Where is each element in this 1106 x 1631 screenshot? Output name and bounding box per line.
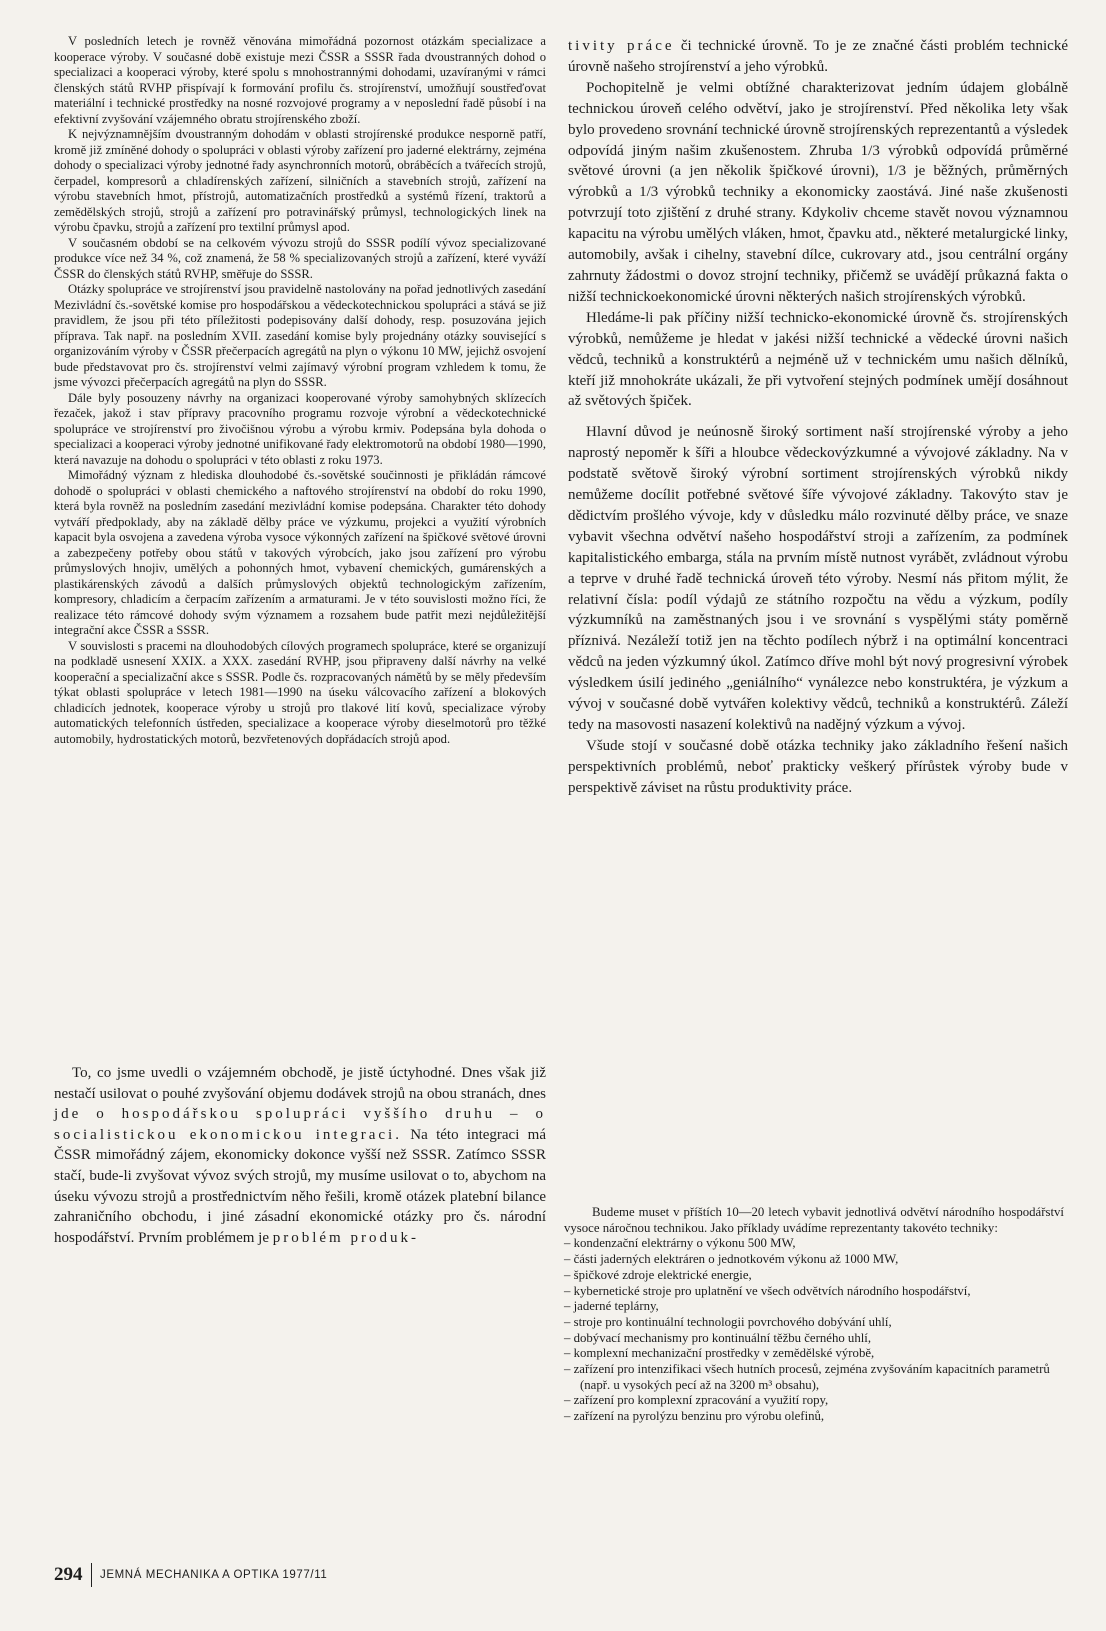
- list-item: – dobývací mechanismy pro kontinuální těžbu černého uhlí,: [564, 1330, 872, 1345]
- paragraph: [568, 36, 1068, 78]
- paragraph: Dále byly posouzeny návrhy na organizaci kooperované výroby samohybných sklízecích řezaček, jakož i stav přípravy pracovního programu rozvoje výrobní a vědeckotechnické spolupráce ve strojírenství pro živočišnou výrobu a výrobu krmiv. Podepsána byla dohoda o specializaci a kooperaci výroby jednotné unifikované řady elektromotorů na období 1980—1990, která navazuje na dohodu o spolupráci v této oblasti z roku 1973.: [54, 390, 546, 467]
- page-footer: [54, 1562, 327, 1588]
- emphasized-text: jde o hospodářskou spolupráci vyššího druhu – o socialistickou ekonomickou integraci.: [54, 1106, 546, 1143]
- list-item: – zařízení na pyrolýzu benzinu pro výrobu olefinů,: [564, 1409, 825, 1424]
- list-item: – zařízení pro komplexní zpracování a využití ropy,: [564, 1393, 829, 1408]
- text-run: Na této integraci má ČSSR mimořádný zájem, ekonomicky dokonce vyšší než SSSR. Zatímco SSSR stačí, bude-li zvyšovat vývoz svých strojů, my musíme usilovat o to, abychom na úseku vývozu strojů a prostřednictvím něho řešili, kromě otázek platební bilance zahraničního obchodu, i jiné zásadní ekonomické otázky pro čs. národní hospodářství. Prvním problémem je: [54, 1126, 547, 1246]
- paragraph: V souvislosti s pracemi na dlouhodobých cílových programech spolupráce, které se organizují na podkladě usnesení XXIX. a XXX. zasedání RVHP, jsou připraveny další návrhy na velké kooperační a specializační akce s SSSR. Podle čs. rozpracovaných námětů by se měly především týkat oblasti spolupráce v letech 1981—1990 na úseku válcovacího zařízení a blokových chladicích jednotek, kooperace výroby u strojů pro tlakové lití kovů, specializace výroby automatických telefonních ústředen, specializace a kooperace výroby dieselmotorů pro těžké automobily, hydrostatických motorů, bezvřetenových dopřádacích strojů apod.: [54, 638, 546, 746]
- list-item: – jaderné teplárny,: [564, 1299, 659, 1314]
- paragraph: Hledáme-li pak příčiny nižší technicko-ekonomické úrovně čs. strojírenských výrobků, nemůžeme je hledat v jakési nižší technické a vědecké úrovni našich vědců, techniků a konstruktérů a nejméně už v technickém umu našich dělníků, kteří již mnohokráte ukázali, že při vytvoření stejných podmínek umějí dosáhnout až světových špiček.: [568, 309, 1068, 410]
- list-intro: Budeme muset v příštích 10—20 letech vybavit jednotlivá odvětví národního hospodářství vysoce náročnou technikou. Jako příklady uvádíme reprezentanty takovéto techniky:: [564, 1205, 1064, 1235]
- paragraph: Všude stojí v současné době otázka techniky jako základního řešení našich perspektivních problémů, neboť prakticky veškerý přírůstek výroby bude v perspektivě záviset na růstu produktivity práce.: [568, 737, 1068, 796]
- paragraph: Mimořádný význam z hlediska dlouhodobé čs.-sovětské součinnosti je přikládán rámcové dohodě o spolupráci v oblasti chemického a naftového strojírenství na období do roku 1990, která byla rovněž na posledním zasedání mezivládní komise podepsána. Charakter této dohody vytváří předpoklady, aby na základě dělby práce ve výzkumu, projekci a využití výrobních kapacit byla osvojena a zavedena výroba vysoce výkonných zařízení na špičkové světové úrovni a zabezpečeny potřeby obou států v takových výrobcích, jako jsou zařízení pro výrobu průmyslových hnojiv, umělých a pohonných hmot, vybavení chemických, gumárenských a plastikárenských závodů a dalších průmyslových objektů technologickým zařízením, kompresory, chladicím a čerpacím zařízením a armaturami. Je v této souvislosti možno říci, že realizace této rámcové dohody svým významem a rozsahem bude patřit mezi nejdůležitější integrační akce ČSSR a SSSR.: [54, 468, 546, 637]
- paragraph: V současném období se na celkovém vývozu strojů do SSSR podílí vývoz specializované produkce více než 34 %, což znamená, že 58 % specializovaných strojů a zařízení, které vyváží ČSSR do členských států RVHP, směřuje do SSSR.: [54, 235, 546, 281]
- emphasized-text: problém produk-: [272, 1229, 419, 1246]
- paragraph: K nejvýznamnějším dvoustranným dohodám v oblasti strojírenské produkce nesporně patří, kromě již zmíněné dohody o spolupráci v oblasti výroby zařízení pro jaderné elektrárny, zejména dohody o specializaci výroby jednotné řady asynchronních motorů, obráběcích a tvářecích strojů, čerpadel, kompresorů a chladírenských zařízení, silničních a stavebních strojů, zařízení na výrobu stavebních hmot, přístrojů, automatizačních prostředků a systémů řízení, traktorů a zemědělských strojů, strojů a zařízení pro potravinářský průmysl, technologických linek na výrobu čpavku, strojů a zařízení pro textilní průmysl apod.: [54, 127, 546, 234]
- list-item: – části jaderných elektráren o jednotkovém výkonu až 1000 MW,: [564, 1252, 899, 1267]
- paragraph: V posledních letech je rovněž věnována mimořádná pozornost otázkám specializace a kooperace výroby. V současné době existuje mezi ČSSR a SSSR řada dvoustranných dohod o specializaci a kooperaci výroby, které spolu s mnohostrannými dohodami, uzavíranými v rámci členských států RVHP přispívají k formování profilu čs. strojírenství, umožňují soustřeďovat materiální i technické prostředky na nosné rozvojové programy a v neposlední řadě působí i na efektivní zvyšování vzájemného obratu strojírenského zboží.: [54, 34, 546, 126]
- list-item: – zařízení pro intenzifikaci všech hutních procesů, zejména zvyšováním kapacitních parametrů (např. u vysokých pecí až na 3200 m³ obsahu),: [564, 1362, 1050, 1392]
- paragraph: Pochopitelně je velmi obtížné charakterizovat jedním údajem globálně technickou úroveň celého odvětví, jako je strojírenství. Před několika lety však bylo provedeno srovnání technické úrovně strojírenských reprezentantů a výsledek odpovídá jiným našim zkušenostem. Zhruba 1/3 výrobků odpovídá průměrné světové úrovni (a jen několik špičkové úrovni), 1/3 je běžných, průměrných výrobků a 1/3 výrobků techniky a ekonomicky zaostává. Jiné naše zkušenosti potvrzují toto zjištění z druhé strany. Kdykoliv chceme stavět novou významnou kapacitu na výrobu umělých vláken, hmot, čpavku atd., některé metalurgické linky, automobily, avšak i cihelny, stavební dílce, cukrovary atd., jsou centrální orgány zahrnuty žádostmi o dovoz strojní techniky, přičemž se uvádějí průkazná fakta o nižší technickoekonomické úrovni některých našich strojírenských výrobků.: [568, 79, 1068, 305]
- paragraph-gap: [568, 412, 1068, 422]
- left-column-small-text: [54, 34, 546, 747]
- paragraph: Hlavní důvod je neúnosně široký sortiment naší strojírenské výroby a jeho naprostý nepoměr k šíři a hloubce vědeckovýzkumné a vývojové základny. Na v podstatě světově široký výrobní sortiment strojírenských výrobků nikdy nemůžeme docílit potřebné světové šíře vývojové základny. Takovýto stav je dědictvím prošlého vývoje, kdy v důsledku málo rozvinuté dělby práce, ve snaze vybavit všechna odvětví našeho hospodářství stroji a zařízením, za podmínek kapitalistického embarga, stála na prvním místě nutnost vyrábět, zvládnout výrobu a teprve v druhé řadě technická úroveň této výroby. Nesmí nás přitom mýlit, že relativní čísla: podíl výdajů ze státního rozpočtu na vědu a výzkum, podíly výzkumníků na zaměstnaných jsou i ve srovnání s vyspělými státy poměrně příznivá. Nezáleží totiž jen na těchto podílech nýbrž i na optimální koncentraci vědců na jeden výzkumný úkol. Zatímco dříve mohl být nový progresivní výrobek výsledkem úsilí jediného „geniálního“ vynálezce nebo konstruktéra, je výzkum a vývoj v současné době vytvářen kolektivy vědců, techniků a konstruktérů. Záleží tedy na masovosti nasazení kolektivů na nadějný výzkum a vývoj.: [568, 424, 1068, 733]
- list-item: – stroje pro kontinuální technologii povrchového dobývání uhlí,: [564, 1314, 892, 1329]
- list-item: – špičkové zdroje elektrické energie,: [564, 1267, 752, 1282]
- paragraph: Otázky spolupráce ve strojírenství jsou pravidelně nastolovány na pořad jednotlivých zasedání Mezivládní čs.-sovětské komise pro hospodářskou a vědeckotechnickou spolupráci a stává se již pravidlem, že jsou při této příležitosti podepisovány další dohody, resp. posuzována jejich příprava. Tak např. na posledním XVII. zasedání komise byly projednány otázky související s organizováním výroby v ČSSR přečerpacích agregátů na plyn o výkonu 10 MW, jejichž osvojení bude představovat pro čs. strojírenství velmi zajímavý výrobní program vzhledem k tomu, že jsme vývozci přečerpacích agregátů na plyn do SSSR.: [54, 282, 546, 389]
- text-run: či technické úrovně. To je ze značné části problém technické úrovně našeho strojírenství a jeho výrobků.: [568, 38, 1068, 75]
- emphasized-text: tivity práce: [568, 38, 675, 54]
- left-column-large-text: [54, 1063, 546, 1248]
- list-item: – kybernetické stroje pro uplatnění ve všech odvětvích národního hospodářství,: [564, 1283, 971, 1298]
- technology-list-section: [564, 1205, 1064, 1425]
- right-column-text: [568, 36, 1068, 799]
- list-item: – komplexní mechanizační prostředky v zemědělské výrobě,: [564, 1346, 875, 1361]
- page-number: 294: [54, 1564, 83, 1585]
- list-item: – kondenzační elektrárny o výkonu 500 MW,: [564, 1236, 796, 1251]
- technology-list: [564, 1236, 1064, 1424]
- footer-divider: [91, 1563, 93, 1587]
- journal-title: JEMNÁ MECHANIKA A OPTIKA 1977/11: [100, 1569, 328, 1581]
- paragraph: [54, 1063, 546, 1248]
- text-run: To, co jsme uvedli o vzájemném obchodě, je jistě úctyhodné. Dnes však již nestačí usilovat o pouhé zvyšování objemu dodávek strojů na obou stranách, dnes: [54, 1065, 546, 1102]
